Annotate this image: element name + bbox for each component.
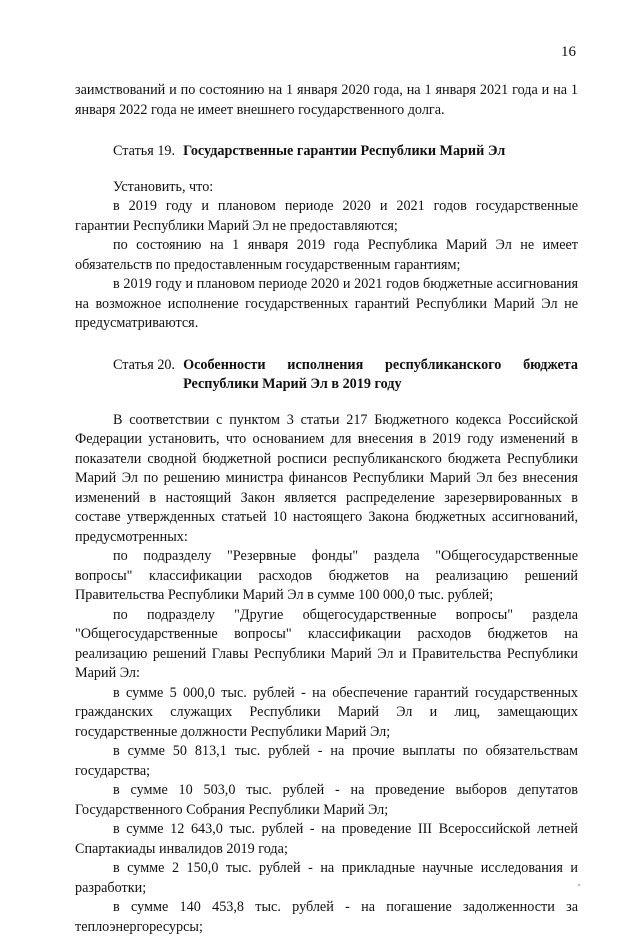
article-20-paragraph: В соответствии с пунктом 3 статьи 217 Бюджетного кодекса Российской Федерации установить, что основанием для внесения в 2019 году изменений в показатели сводной бюджетной росписи республиканского бюджета Республики Марий Эл по решению министра финансов Республики Марий Эл без внесения изменений в настоящий Закон является распределение зарезервированных в составе утвержденных статьей 10 настоящего Закона бюджетных ассигнований, предусмотренных: xyxy=(75,411,578,545)
article-20-paragraph: в сумме 2 150,0 тыс. рублей - на прикладные научные исследования и разработки; xyxy=(75,860,578,896)
article-19-paragraph: по состоянию на 1 января 2019 года Республика Марий Эл не имеет обязательств по предоставленным государственным гарантиям; xyxy=(75,237,578,273)
article-20-heading xyxy=(75,356,578,395)
article-20-paragraph: в сумме 140 453,8 тыс. рублей - на погашение задолженности за теплоэнергоресурсы; xyxy=(75,899,578,935)
article-20-paragraph: по подразделу "Другие общегосударственные вопросы" раздела "Общегосударственные вопросы" классификации расходов бюджетов на реализацию решений Главы Республики Марий Эл и Правительства Республики Марий Эл: xyxy=(75,606,578,681)
page-number: 16 xyxy=(561,44,576,60)
article-20-paragraph: в сумме 10 503,0 тыс. рублей - на проведение выборов депутатов Государственного Собрания Республики Марий Эл; xyxy=(75,782,578,818)
article-20-paragraph: в сумме 5 000,0 тыс. рублей - на обеспечение гарантий государственных гражданских служащих Республики Марий Эл и лиц, замещающих государственные должности Республики Марий Эл; xyxy=(75,684,578,740)
article-19-paragraph: Установить, что: xyxy=(113,178,214,195)
article-19-label: Статья 19. xyxy=(113,143,176,159)
article-19-paragraph: в 2019 году и плановом периоде 2020 и 2021 годов бюджетные ассигнования на возможное исполнение государственных гарантий Республики Марий Эл не предусматриваются. xyxy=(75,276,578,331)
article-19-paragraph: в 2019 году и плановом периоде 2020 и 2021 годов государственные гарантии Республики Марий Эл не предоставляются; xyxy=(75,198,578,234)
article-20-label: Статья 20. xyxy=(113,356,176,373)
document-body xyxy=(75,81,578,937)
article-20-title: Особенности исполнения республиканского бюджета Республики Марий Эл в 2019 году xyxy=(183,356,578,392)
article-20-paragraph: в сумме 12 643,0 тыс. рублей - на проведение III Всероссийской летней Спартакиады инвалидов 2019 года; xyxy=(75,821,578,857)
article-20-paragraph: в сумме 50 813,1 тыс. рублей - на прочие выплаты по обязательствам государства; xyxy=(75,743,578,779)
article-19-title: Государственные гарантии Республики Марий Эл xyxy=(183,143,506,159)
article-20-paragraph: по подразделу "Резервные фонды" раздела "Общегосударственные вопросы" классификации расходов бюджетов на реализацию решений Правительства Республики Марий Эл в сумме 100 000,0 тыс. рублей; xyxy=(75,548,578,603)
scan-speck xyxy=(578,884,580,886)
article-19-heading xyxy=(75,142,578,162)
intro-paragraph: заимствований и по состоянию на 1 января 2020 года, на 1 января 2021 года и на 1 января 2022 года не имеет внешнего государственного долга. xyxy=(75,82,578,118)
